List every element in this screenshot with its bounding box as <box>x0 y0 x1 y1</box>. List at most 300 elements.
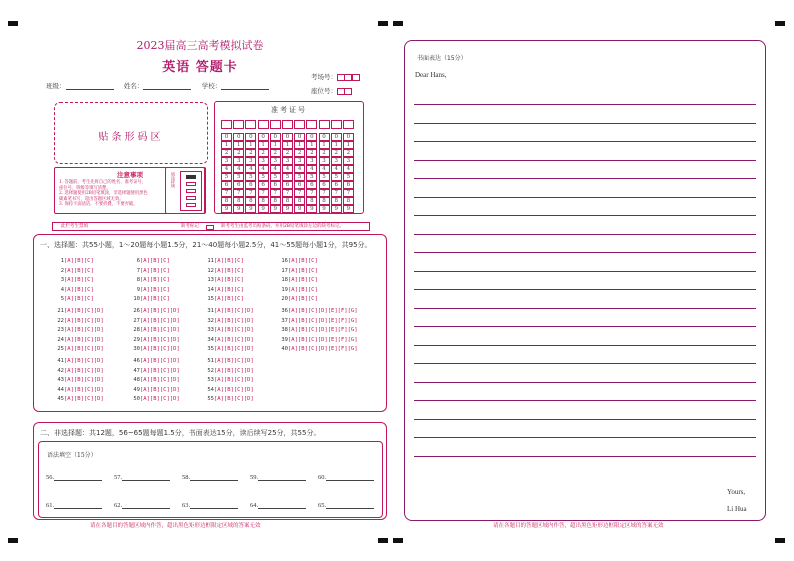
ticket-digit-bubble[interactable]: 4 <box>221 165 232 173</box>
blank-line[interactable] <box>326 474 374 481</box>
ticket-digit-bubble[interactable]: 7 <box>294 189 305 197</box>
grammar-blank[interactable] <box>182 502 238 509</box>
choice-question[interactable] <box>278 345 358 355</box>
ticket-digit-bubble[interactable]: 5 <box>245 173 256 181</box>
choice-question[interactable] <box>54 267 94 277</box>
ticket-digit-bubble[interactable]: 3 <box>270 157 281 165</box>
answer-options[interactable]: [A][B][C][D] <box>140 317 180 324</box>
ticket-digit-bubble[interactable]: 7 <box>331 189 342 197</box>
ticket-digit-bubble[interactable]: 7 <box>270 189 281 197</box>
ticket-digit-bubble[interactable]: 0 <box>270 133 281 141</box>
answer-options[interactable]: [A][B][C] <box>64 296 94 302</box>
choice-question[interactable] <box>130 336 180 346</box>
answer-options[interactable]: [A][B][C] <box>214 296 244 302</box>
answer-options[interactable]: [A][B][C][D] <box>214 336 254 343</box>
registration-mark-top-right <box>775 21 785 26</box>
ticket-digit-bubble[interactable]: 2 <box>221 149 232 157</box>
choice-question[interactable] <box>54 367 104 377</box>
ticket-digit-bubble[interactable]: 0 <box>245 133 256 141</box>
answer-options[interactable]: [A][B][C][D] <box>140 386 180 393</box>
ticket-digit-bubble[interactable]: 0 <box>221 133 232 141</box>
answer-options[interactable]: [A][B][C][D] <box>214 386 254 393</box>
blank-line[interactable] <box>54 502 102 509</box>
blank-line[interactable] <box>54 474 102 481</box>
ticket-digit-bubble[interactable]: 5 <box>221 173 232 181</box>
question-number: 52 <box>207 367 214 374</box>
question-number: 32 <box>207 317 214 324</box>
ticket-digit-bubble[interactable]: 0 <box>343 133 354 141</box>
choice-question[interactable] <box>54 376 104 386</box>
choice-question[interactable] <box>204 345 254 355</box>
ticket-write-cell[interactable] <box>258 120 269 129</box>
answer-options[interactable]: [A][B][C] <box>288 286 318 293</box>
answer-options[interactable]: [A][B][C] <box>140 277 170 283</box>
ticket-digit-bubble[interactable]: 9 <box>245 205 256 213</box>
question-number: 53 <box>207 377 214 383</box>
blank-line[interactable] <box>190 502 238 509</box>
writing-ruled-line[interactable] <box>414 160 756 161</box>
answer-options[interactable]: [A][B][C] <box>288 296 318 302</box>
blank-line[interactable] <box>326 502 374 509</box>
ticket-digit-bubble[interactable]: 8 <box>221 197 232 205</box>
answer-options[interactable]: [A][B][C] <box>214 277 244 283</box>
ticket-digit-bubble[interactable]: 3 <box>331 157 342 165</box>
ticket-digit-bubble[interactable]: 2 <box>282 149 293 157</box>
choice-question[interactable] <box>204 267 244 277</box>
question-number: 54 <box>207 386 214 393</box>
ticket-digit-bubble[interactable]: 5 <box>233 173 244 181</box>
choice-section <box>33 234 387 412</box>
school-input[interactable] <box>221 83 269 90</box>
ticket-digit-bubble[interactable]: 5 <box>282 173 293 181</box>
ticket-digit-bubble[interactable]: 1 <box>331 141 342 149</box>
writing-ruled-line[interactable] <box>414 456 756 457</box>
writing-ruled-line[interactable] <box>414 400 756 401</box>
answer-options[interactable]: [A][B][C] <box>140 258 170 264</box>
ticket-digit-bubble[interactable]: 1 <box>270 141 281 149</box>
blank-line[interactable] <box>122 502 170 509</box>
question-number: 24 <box>57 336 64 343</box>
ticket-digit-bubble[interactable]: 4 <box>282 165 293 173</box>
ticket-write-cell[interactable] <box>306 120 317 129</box>
answer-options[interactable]: [A][B][C][D] <box>140 327 180 333</box>
ticket-digit-bubble[interactable]: 8 <box>245 197 256 205</box>
ticket-digit-bubble[interactable]: 8 <box>270 197 281 205</box>
ticket-digit-bubble[interactable]: 4 <box>258 165 269 173</box>
ticket-digit-bubble[interactable]: 8 <box>319 197 330 205</box>
ticket-digit-bubble[interactable]: 0 <box>282 133 293 141</box>
choice-question[interactable] <box>204 307 254 317</box>
answer-options[interactable]: [A][B][C][D][E][F][G] <box>288 317 358 324</box>
choice-question[interactable] <box>54 357 104 367</box>
grammar-blank[interactable] <box>114 474 170 481</box>
ticket-write-cell[interactable] <box>221 120 232 129</box>
choice-question[interactable] <box>278 295 318 305</box>
ticket-digit-bubble[interactable]: 2 <box>233 149 244 157</box>
choice-question[interactable] <box>130 295 170 305</box>
ticket-digit-bubble[interactable]: 4 <box>343 165 354 173</box>
choice-question[interactable] <box>130 317 180 327</box>
question-number: 47 <box>133 367 140 374</box>
ticket-digit-bubble[interactable]: 6 <box>221 181 232 189</box>
answer-options[interactable]: [A][B][C] <box>288 258 318 264</box>
choice-question[interactable] <box>204 295 244 305</box>
choice-question[interactable] <box>130 367 180 377</box>
choice-question[interactable] <box>278 276 318 286</box>
ticket-digit-bubble[interactable]: 7 <box>258 189 269 197</box>
choice-question[interactable] <box>204 326 254 336</box>
answer-options[interactable]: [A][B][C][D][E][F][G] <box>288 327 358 333</box>
writing-ruled-line[interactable] <box>414 234 756 235</box>
ticket-digit-bubble[interactable]: 3 <box>221 157 232 165</box>
choice-question[interactable] <box>204 317 254 327</box>
answer-options[interactable]: [A][B][C] <box>64 267 94 274</box>
ticket-digit-bubble[interactable]: 3 <box>245 157 256 165</box>
choice-question[interactable] <box>54 386 104 396</box>
registration-mark-top-left <box>8 21 18 26</box>
ticket-digit-bubble[interactable]: 3 <box>282 157 293 165</box>
ticket-digit-bubble[interactable]: 1 <box>343 141 354 149</box>
choice-question[interactable] <box>130 267 170 277</box>
ticket-digit-bubble[interactable]: 8 <box>343 197 354 205</box>
ticket-digit-bubble[interactable]: 6 <box>282 181 293 189</box>
answer-options[interactable]: [A][B][C][D] <box>214 377 254 383</box>
answer-options[interactable]: [A][B][C][D] <box>140 336 180 343</box>
choice-question[interactable] <box>278 336 358 346</box>
ticket-digit-bubble[interactable]: 6 <box>331 181 342 189</box>
writing-ruled-line[interactable] <box>414 382 756 383</box>
absent-mark-box[interactable] <box>206 225 214 230</box>
ticket-digit-bubble[interactable]: 4 <box>245 165 256 173</box>
ticket-write-cell[interactable] <box>233 120 244 129</box>
ticket-digit-bubble[interactable]: 1 <box>258 141 269 149</box>
choice-question[interactable] <box>204 257 244 267</box>
ticket-digit-bubble[interactable]: 4 <box>270 165 281 173</box>
answer-options[interactable]: [A][B][C][D] <box>140 396 180 402</box>
answer-options[interactable]: [A][B][C][D] <box>64 358 104 364</box>
answer-options[interactable]: [A][B][C][D] <box>214 308 254 314</box>
ticket-digit-bubble[interactable]: 3 <box>258 157 269 165</box>
ticket-digit-bubble[interactable]: 1 <box>282 141 293 149</box>
writing-ruled-line[interactable] <box>414 308 756 309</box>
ticket-digit-bubble[interactable]: 8 <box>306 197 317 205</box>
ticket-digit-bubble[interactable]: 9 <box>331 205 342 213</box>
choice-question[interactable] <box>54 317 104 327</box>
ticket-number-grid[interactable] <box>221 133 354 213</box>
choice-question[interactable] <box>130 376 180 386</box>
choice-question[interactable] <box>278 267 318 277</box>
ticket-digit-bubble[interactable]: 5 <box>343 173 354 181</box>
ticket-digit-bubble[interactable]: 5 <box>319 173 330 181</box>
choice-question[interactable] <box>204 286 244 296</box>
ticket-write-cell[interactable] <box>282 120 293 129</box>
choice-question[interactable] <box>54 295 94 305</box>
ticket-digit-bubble[interactable]: 4 <box>233 165 244 173</box>
writing-ruled-line[interactable] <box>414 252 756 253</box>
answer-options[interactable]: [A][B][C][D] <box>214 396 254 402</box>
writing-ruled-line[interactable] <box>414 437 756 438</box>
answer-options[interactable]: [A][B][C] <box>64 286 94 293</box>
ticket-number-box <box>214 101 364 214</box>
answer-options[interactable]: [A][B][C] <box>214 286 244 293</box>
ticket-digit-bubble[interactable]: 6 <box>294 181 305 189</box>
writing-ruled-line[interactable] <box>414 178 756 179</box>
name-input[interactable] <box>143 83 191 90</box>
choice-question[interactable] <box>54 345 104 355</box>
grammar-blank[interactable] <box>114 502 170 509</box>
ticket-digit-bubble[interactable]: 3 <box>306 157 317 165</box>
answer-options[interactable]: [A][B][C][D] <box>64 336 104 343</box>
choice-question[interactable] <box>204 336 254 346</box>
class-label: 班级： <box>46 82 66 90</box>
answer-options[interactable]: [A][B][C][D] <box>64 317 104 324</box>
answer-options[interactable]: [A][B][C][D] <box>140 367 180 374</box>
ticket-digit-bubble[interactable]: 5 <box>331 173 342 181</box>
answer-options[interactable]: [A][B][C][D] <box>214 346 254 352</box>
fill-example-label: 填涂样例 <box>171 172 176 188</box>
ticket-digit-bubble[interactable]: 7 <box>343 189 354 197</box>
choice-question[interactable] <box>204 367 254 377</box>
ticket-digit-bubble[interactable]: 7 <box>319 189 330 197</box>
question-number: 27 <box>133 317 140 324</box>
answer-options[interactable]: [A][B][C][D] <box>64 386 104 393</box>
ticket-digit-bubble[interactable]: 7 <box>282 189 293 197</box>
seat-field[interactable] <box>311 86 352 95</box>
grammar-blank[interactable] <box>318 502 374 509</box>
ticket-digit-bubble[interactable]: 9 <box>258 205 269 213</box>
ticket-digit-bubble[interactable]: 4 <box>319 165 330 173</box>
choice-question[interactable] <box>54 257 94 267</box>
question-number: 10 <box>133 296 140 302</box>
ticket-digit-bubble[interactable]: 1 <box>245 141 256 149</box>
ticket-write-cell[interactable] <box>343 120 354 129</box>
ticket-digit-bubble[interactable]: 1 <box>221 141 232 149</box>
choice-question[interactable] <box>204 376 254 386</box>
answer-options[interactable]: [A][B][C] <box>140 286 170 293</box>
answer-options[interactable]: [A][B][C][D] <box>64 346 104 352</box>
ticket-digit-bubble[interactable]: 3 <box>343 157 354 165</box>
question-number: 6 <box>136 258 140 264</box>
choice-question[interactable] <box>278 257 318 267</box>
ticket-digit-bubble[interactable]: 3 <box>294 157 305 165</box>
ticket-digit-bubble[interactable]: 9 <box>306 205 317 213</box>
ticket-write-cell[interactable] <box>319 120 330 129</box>
ticket-digit-bubble[interactable]: 1 <box>319 141 330 149</box>
choice-question[interactable] <box>54 276 94 286</box>
choice-question[interactable] <box>130 276 170 286</box>
answer-options[interactable]: [A][B][C] <box>288 277 318 283</box>
choice-question[interactable] <box>130 257 170 267</box>
ticket-digit-bubble[interactable]: 7 <box>221 189 232 197</box>
answer-options[interactable]: [A][B][C][D] <box>214 317 254 324</box>
writing-ruled-line[interactable] <box>414 289 756 290</box>
choice-question[interactable] <box>278 307 358 317</box>
ticket-digit-bubble[interactable]: 5 <box>258 173 269 181</box>
ticket-digit-bubble[interactable]: 7 <box>306 189 317 197</box>
blank-line[interactable] <box>122 474 170 481</box>
ticket-write-cell[interactable] <box>294 120 305 129</box>
answer-options[interactable]: [A][B][C][D][E][F][G] <box>288 308 358 314</box>
ticket-digit-bubble[interactable]: 2 <box>343 149 354 157</box>
ticket-digit-bubble[interactable]: 7 <box>245 189 256 197</box>
ticket-digit-bubble[interactable]: 0 <box>258 133 269 141</box>
answer-options[interactable]: [A][B][C] <box>140 296 170 302</box>
choice-question[interactable] <box>54 307 104 317</box>
choice-question[interactable] <box>204 276 244 286</box>
answer-options[interactable]: [A][B][C][D] <box>214 327 254 333</box>
ticket-digit-bubble[interactable]: 9 <box>270 205 281 213</box>
answer-options[interactable]: [A][B][C] <box>64 258 94 264</box>
choice-question[interactable] <box>204 386 254 396</box>
choice-question[interactable] <box>130 345 180 355</box>
ticket-digit-bubble[interactable]: 0 <box>306 133 317 141</box>
ticket-digit-bubble[interactable]: 1 <box>233 141 244 149</box>
question-number: 34 <box>207 336 214 343</box>
writing-ruled-line[interactable] <box>414 363 756 364</box>
choice-question[interactable] <box>278 286 318 296</box>
answer-options[interactable]: [A][B][C][D] <box>140 346 180 352</box>
answer-options[interactable]: [A][B][C] <box>64 277 94 283</box>
question-number: 37 <box>281 317 288 324</box>
grammar-blank[interactable] <box>250 474 306 481</box>
ticket-digit-bubble[interactable]: 2 <box>258 149 269 157</box>
ticket-digit-bubble[interactable]: 4 <box>331 165 342 173</box>
ticket-digit-bubble[interactable]: 2 <box>294 149 305 157</box>
ticket-digit-bubble[interactable]: 2 <box>270 149 281 157</box>
ticket-digit-bubble[interactable]: 2 <box>245 149 256 157</box>
ticket-digit-bubble[interactable]: 9 <box>282 205 293 213</box>
ticket-digit-bubble[interactable]: 2 <box>319 149 330 157</box>
answer-options[interactable]: [A][B][C][D] <box>64 396 104 402</box>
ticket-digit-bubble[interactable]: 6 <box>245 181 256 189</box>
answer-options[interactable]: [A][B][C][D] <box>214 358 254 364</box>
ticket-digit-bubble[interactable]: 5 <box>306 173 317 181</box>
choice-question[interactable] <box>54 336 104 346</box>
blank-line[interactable] <box>258 502 306 509</box>
writing-ruled-line[interactable] <box>414 215 756 216</box>
choice-question[interactable] <box>130 286 170 296</box>
choice-question[interactable] <box>204 357 254 367</box>
ticket-digit-bubble[interactable]: 6 <box>233 181 244 189</box>
ticket-digit-bubble[interactable]: 9 <box>233 205 244 213</box>
answer-options[interactable]: [A][B][C] <box>288 267 318 274</box>
answer-options[interactable]: [A][B][C][D] <box>214 367 254 374</box>
answer-options[interactable]: [A][B][C] <box>214 267 244 274</box>
answer-options[interactable]: [A][B][C][D][E][F][G] <box>288 346 358 352</box>
ticket-digit-bubble[interactable]: 0 <box>294 133 305 141</box>
ticket-digit-bubble[interactable]: 8 <box>258 197 269 205</box>
ticket-digit-bubble[interactable]: 5 <box>294 173 305 181</box>
ticket-write-cell[interactable] <box>245 120 256 129</box>
ticket-digit-bubble[interactable]: 6 <box>258 181 269 189</box>
choice-question[interactable] <box>54 286 94 296</box>
choice-question[interactable] <box>130 357 180 367</box>
grammar-blank[interactable] <box>46 502 102 509</box>
writing-ruled-line[interactable] <box>414 104 756 105</box>
question-number: 8 <box>136 277 140 283</box>
answer-options[interactable]: [A][B][C][D] <box>64 327 104 333</box>
grammar-blank[interactable] <box>182 474 238 481</box>
ticket-digit-bubble[interactable]: 3 <box>233 157 244 165</box>
choice-question[interactable] <box>130 395 180 405</box>
writing-ruled-line[interactable] <box>414 419 756 420</box>
choice-question[interactable] <box>204 395 254 405</box>
exam-room-field[interactable] <box>311 72 360 81</box>
choice-question[interactable] <box>278 326 358 336</box>
ticket-digit-bubble[interactable]: 2 <box>306 149 317 157</box>
writing-ruled-line[interactable] <box>414 141 756 142</box>
answer-options[interactable]: [A][B][C][D] <box>140 358 180 364</box>
ticket-digit-bubble[interactable]: 0 <box>331 133 342 141</box>
choice-question[interactable] <box>278 317 358 327</box>
ticket-digit-bubble[interactable]: 9 <box>294 205 305 213</box>
ticket-digit-bubble[interactable]: 6 <box>270 181 281 189</box>
ticket-digit-bubble[interactable]: 1 <box>306 141 317 149</box>
choice-question[interactable] <box>130 326 180 336</box>
question-number: 45 <box>57 396 64 402</box>
writing-ruled-line[interactable] <box>414 345 756 346</box>
ticket-digit-bubble[interactable]: 7 <box>233 189 244 197</box>
ticket-digit-bubble[interactable]: 6 <box>306 181 317 189</box>
ticket-digit-bubble[interactable]: 4 <box>294 165 305 173</box>
choice-question[interactable] <box>130 307 180 317</box>
ticket-digit-bubble[interactable]: 9 <box>343 205 354 213</box>
writing-ruled-line[interactable] <box>414 326 756 327</box>
ticket-digit-bubble[interactable]: 8 <box>331 197 342 205</box>
ticket-digit-bubble[interactable]: 0 <box>319 133 330 141</box>
answer-options[interactable]: [A][B][C][D] <box>140 308 180 314</box>
ticket-write-cell[interactable] <box>331 120 342 129</box>
ticket-digit-bubble[interactable]: 0 <box>233 133 244 141</box>
question-number: 19 <box>281 286 288 293</box>
class-input[interactable] <box>66 83 114 90</box>
ticket-digit-bubble[interactable]: 6 <box>319 181 330 189</box>
blank-number: 63. <box>182 502 191 509</box>
grammar-blank[interactable] <box>318 474 374 481</box>
ticket-write-cell[interactable] <box>270 120 281 129</box>
ticket-digit-bubble[interactable]: 9 <box>319 205 330 213</box>
blank-line[interactable] <box>190 474 238 481</box>
grammar-blank[interactable] <box>46 474 102 481</box>
ticket-digit-bubble[interactable]: 8 <box>233 197 244 205</box>
ticket-digit-bubble[interactable]: 6 <box>343 181 354 189</box>
writing-ruled-line[interactable] <box>414 271 756 272</box>
answer-options[interactable]: [A][B][C][D] <box>64 308 104 314</box>
ticket-digit-bubble[interactable]: 2 <box>331 149 342 157</box>
blank-line[interactable] <box>258 474 306 481</box>
ticket-digit-bubble[interactable]: 8 <box>282 197 293 205</box>
ticket-digit-bubble[interactable]: 4 <box>306 165 317 173</box>
choice-question[interactable] <box>54 326 104 336</box>
answer-options[interactable]: [A][B][C][D] <box>64 377 104 383</box>
ticket-digit-bubble[interactable]: 1 <box>294 141 305 149</box>
writing-ruled-line[interactable] <box>414 123 756 124</box>
answer-options[interactable]: [A][B][C][D] <box>64 367 104 374</box>
ticket-digit-bubble[interactable]: 9 <box>221 205 232 213</box>
ticket-digit-bubble[interactable]: 3 <box>319 157 330 165</box>
choice-question[interactable] <box>130 386 180 396</box>
answer-options[interactable]: [A][B][C][D][E][F][G] <box>288 336 358 343</box>
answer-options[interactable]: [A][B][C] <box>140 267 170 274</box>
answer-options[interactable]: [A][B][C][D] <box>140 377 180 383</box>
grammar-blank[interactable] <box>250 502 306 509</box>
answer-options[interactable]: [A][B][C] <box>214 258 244 264</box>
choice-question[interactable] <box>54 395 104 405</box>
exam-title: 2023届高三高考模拟试卷 <box>136 39 264 52</box>
ticket-digit-bubble[interactable]: 5 <box>270 173 281 181</box>
ticket-digit-bubble[interactable]: 8 <box>294 197 305 205</box>
writing-ruled-line[interactable] <box>414 197 756 198</box>
